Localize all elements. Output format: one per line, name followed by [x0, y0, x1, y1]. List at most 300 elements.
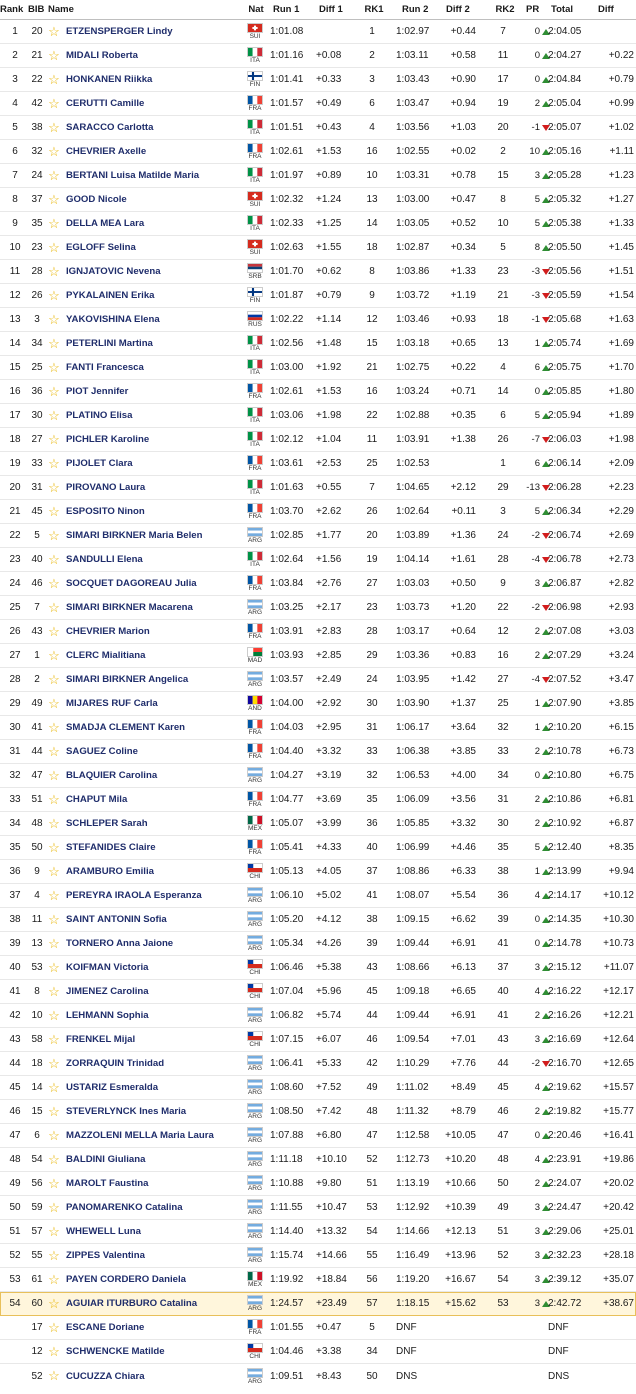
pr-cell [516, 884, 550, 907]
athlete-name-link[interactable]: CUCUZZA Chiara [66, 1370, 145, 1382]
diff-cell: +6.87 [608, 818, 634, 829]
result-row[interactable] [0, 788, 636, 812]
result-row[interactable] [0, 620, 636, 644]
result-row[interactable] [0, 332, 636, 356]
run1-cell: 1:02.63 [270, 242, 304, 253]
result-row[interactable] [0, 1148, 636, 1172]
star-icon[interactable]: ☆ [48, 119, 60, 135]
result-row[interactable] [0, 356, 636, 380]
result-row[interactable] [0, 284, 636, 308]
result-row[interactable] [0, 764, 636, 788]
flag-icon [247, 479, 263, 489]
star-icon[interactable]: ☆ [48, 791, 60, 807]
result-row[interactable] [0, 1340, 636, 1364]
header-rk1[interactable]: RK1 [364, 4, 384, 15]
athlete-name-link[interactable]: EGLOFF Selina [66, 242, 136, 253]
run1-cell: 1:02.64 [270, 554, 304, 565]
star-icon[interactable]: ☆ [48, 431, 60, 447]
athlete-name-link[interactable]: SOCQUET DAGOREAU Julia [66, 578, 197, 589]
athlete-name-link[interactable]: ESPOSITO Ninon [66, 506, 145, 517]
star-icon[interactable]: ☆ [48, 551, 60, 567]
pr-cell [516, 812, 550, 835]
result-row[interactable] [0, 476, 636, 500]
athlete-name-link[interactable]: BERTANI Luisa Matilde Maria [66, 170, 200, 181]
star-icon[interactable]: ☆ [48, 167, 60, 183]
total-cell: 2:07.29 [548, 650, 582, 661]
pr-cell [516, 164, 550, 187]
rank-cell: 33 [9, 794, 21, 805]
star-icon[interactable]: ☆ [48, 1271, 60, 1287]
star-icon[interactable]: ☆ [48, 335, 60, 351]
nation-cell [244, 1100, 266, 1123]
star-icon[interactable]: ☆ [48, 1031, 60, 1047]
result-row[interactable] [0, 1316, 636, 1340]
result-row[interactable] [0, 428, 636, 452]
rk1-cell: 1 [369, 26, 375, 37]
diff2-cell: +7.76 [450, 1058, 476, 1069]
result-row[interactable] [0, 140, 636, 164]
bib-cell: 6 [34, 1130, 40, 1141]
nation-cell [244, 596, 266, 619]
result-row[interactable] [0, 404, 636, 428]
athlete-name-link[interactable]: SARACCO Carlotta [66, 122, 154, 133]
star-icon[interactable]: ☆ [48, 407, 60, 423]
athlete-name-link[interactable]: PIOT Jennifer [66, 386, 129, 397]
athlete-name-link[interactable]: MIDALI Roberta [66, 50, 138, 61]
result-row[interactable] [0, 1268, 636, 1292]
result-row[interactable] [0, 380, 636, 404]
run2-cell: DNF [396, 1322, 417, 1333]
header-diff2[interactable]: Diff 2 [446, 4, 470, 15]
total-cell: 2:05.75 [548, 362, 582, 373]
star-icon[interactable]: ☆ [48, 1103, 60, 1119]
star-icon[interactable]: ☆ [48, 863, 60, 879]
athlete-name-link[interactable]: SCHLEPER Sarah [66, 818, 148, 829]
star-icon[interactable]: ☆ [48, 1007, 60, 1023]
bib-cell: 54 [31, 1154, 43, 1165]
nation-code: MAD [247, 657, 263, 664]
pr-value: 0 [534, 74, 540, 85]
header-rk2[interactable]: RK2 [495, 4, 515, 15]
diff-cell: +0.79 [608, 74, 634, 85]
star-icon[interactable]: ☆ [48, 527, 60, 543]
result-row[interactable] [0, 572, 636, 596]
result-row[interactable] [0, 1004, 636, 1028]
star-icon[interactable]: ☆ [48, 1368, 60, 1383]
run1-cell: 1:15.74 [270, 1250, 304, 1261]
rank-cell: 52 [9, 1250, 21, 1261]
star-icon[interactable]: ☆ [48, 47, 60, 63]
total-cell: 2:10.78 [548, 746, 582, 757]
result-row[interactable] [0, 716, 636, 740]
result-row[interactable] [0, 44, 636, 68]
header-diff1[interactable]: Diff 1 [319, 4, 343, 15]
star-icon[interactable]: ☆ [48, 1343, 60, 1359]
nation-code: ARG [247, 1017, 263, 1024]
pr-cell [516, 1340, 550, 1363]
star-icon[interactable]: ☆ [48, 359, 60, 375]
athlete-name-link[interactable]: SAINT ANTONIN Sofia [66, 914, 167, 925]
flag-icon [247, 407, 263, 417]
diff2-cell: +0.65 [450, 338, 476, 349]
diff1-cell: +3.99 [316, 818, 342, 829]
header-bib[interactable]: BIB [28, 4, 45, 15]
star-icon[interactable]: ☆ [48, 935, 60, 951]
result-row[interactable] [0, 812, 636, 836]
result-row[interactable] [0, 1100, 636, 1124]
bib-cell: 2 [34, 674, 40, 685]
pr-value: -1 [531, 122, 540, 133]
pr-value: 5 [534, 842, 540, 853]
total-cell: 2:10.92 [548, 818, 582, 829]
run1-cell: 1:02.32 [270, 194, 304, 205]
athlete-name-link[interactable]: MAZZOLENI MELLA Maria Laura [66, 1130, 214, 1141]
diff-cell: +1.69 [608, 338, 634, 349]
star-icon[interactable]: ☆ [48, 71, 60, 87]
athlete-name-link[interactable]: SANDULLI Elena [66, 554, 143, 565]
star-icon[interactable]: ☆ [48, 1199, 60, 1215]
athlete-name-link[interactable]: TORNERO Anna Jaione [66, 938, 174, 949]
pr-cell [516, 572, 550, 595]
pr-value: 0 [534, 914, 540, 925]
star-icon[interactable]: ☆ [48, 287, 60, 303]
pr-cell [516, 764, 550, 787]
diff-cell: +12.17 [603, 986, 634, 997]
flag-icon [247, 1295, 263, 1305]
result-row[interactable] [0, 596, 636, 620]
result-row[interactable] [0, 1364, 636, 1388]
athlete-name-link[interactable]: AGUIAR ITURBURO Catalina [66, 1298, 198, 1309]
star-icon[interactable]: ☆ [48, 695, 60, 711]
run1-cell: 1:03.06 [270, 410, 304, 421]
diff-cell: +2.29 [608, 506, 634, 517]
rank-cell: 50 [9, 1202, 21, 1213]
result-row[interactable] [0, 20, 636, 44]
pr-cell [516, 1004, 550, 1027]
pr-cell [516, 1316, 550, 1339]
athlete-name-link[interactable]: IGNJATOVIC Nevena [66, 266, 161, 277]
nation-cell [244, 164, 266, 187]
athlete-name-link[interactable]: BALDINI Giuliana [66, 1154, 146, 1165]
diff1-cell: +4.26 [316, 938, 342, 949]
star-icon[interactable]: ☆ [48, 959, 60, 975]
star-icon[interactable]: ☆ [48, 767, 60, 783]
flag-icon [247, 167, 263, 177]
rk1-cell: 18 [366, 242, 378, 253]
star-icon[interactable]: ☆ [48, 599, 60, 615]
athlete-name-link[interactable]: JIMENEZ Carolina [66, 986, 149, 997]
athlete-name-link[interactable]: SAGUEZ Coline [66, 746, 138, 757]
bib-cell: 35 [31, 218, 43, 229]
star-icon[interactable]: ☆ [48, 839, 60, 855]
result-row[interactable] [0, 164, 636, 188]
athlete-name-link[interactable]: CHEVRIER Marion [66, 626, 150, 637]
rank-cell: 45 [9, 1082, 21, 1093]
result-row[interactable] [0, 1292, 636, 1316]
rank-cell [6, 1364, 24, 1388]
star-icon[interactable]: ☆ [48, 143, 60, 159]
result-row[interactable] [0, 908, 636, 932]
athlete-name-link[interactable]: CHEVRIER Axelle [66, 146, 147, 157]
star-icon[interactable]: ☆ [48, 311, 60, 327]
nation-cell [244, 308, 266, 331]
result-row[interactable] [0, 236, 636, 260]
diff2-cell: +3.64 [450, 722, 476, 733]
athlete-name-link[interactable]: SIMARI BIRKNER Angelica [66, 674, 189, 685]
result-row[interactable] [0, 740, 636, 764]
result-row[interactable] [0, 692, 636, 716]
header-run1[interactable]: Run 1 [273, 4, 300, 15]
total-cell: 2:19.82 [548, 1106, 582, 1117]
athlete-name-link[interactable]: PLATINO Elisa [66, 410, 133, 421]
header-rank[interactable]: Rank [0, 4, 24, 15]
star-icon[interactable]: ☆ [48, 263, 60, 279]
result-row[interactable] [0, 500, 636, 524]
rk1-cell: 35 [366, 794, 378, 805]
result-row[interactable] [0, 524, 636, 548]
star-icon[interactable]: ☆ [48, 215, 60, 231]
star-icon[interactable]: ☆ [48, 743, 60, 759]
rk2-cell: 52 [497, 1250, 509, 1261]
result-row[interactable] [0, 668, 636, 692]
rk1-cell: 7 [369, 482, 375, 493]
header-name[interactable]: Name [48, 4, 74, 15]
diff-cell [588, 20, 634, 43]
bib-cell: 46 [31, 578, 43, 589]
run1-cell: 1:02.85 [270, 530, 304, 541]
pr-value: 2 [534, 1178, 540, 1189]
rank-cell: 26 [9, 626, 21, 637]
result-row[interactable] [0, 308, 636, 332]
athlete-name-link[interactable]: ZORRAQUIN Trinidad [66, 1058, 165, 1069]
athlete-name-link[interactable]: KOIFMAN Victoria [66, 962, 149, 973]
star-icon[interactable]: ☆ [48, 503, 60, 519]
total-cell: 2:39.12 [548, 1274, 582, 1285]
athlete-name-link[interactable]: PAYEN CORDERO Daniela [66, 1274, 186, 1285]
athlete-name-link[interactable]: WHEWELL Luna [66, 1226, 141, 1237]
athlete-name-link[interactable]: PIJOLET Clara [66, 458, 133, 469]
rk1-cell: 28 [366, 626, 378, 637]
diff1-cell: +8.43 [316, 1370, 342, 1382]
athlete-name-link[interactable]: DELLA MEA Lara [66, 218, 145, 229]
athlete-name-link[interactable]: FRENKEL Mijal [66, 1034, 136, 1045]
rank-cell: 51 [9, 1226, 21, 1237]
header-run2[interactable]: Run 2 [402, 4, 429, 15]
pr-cell [516, 452, 550, 475]
star-icon[interactable]: ☆ [48, 479, 60, 495]
pr-value: 5 [534, 194, 540, 205]
result-row[interactable] [0, 860, 636, 884]
flag-icon [247, 191, 263, 201]
pr-cell [516, 1124, 550, 1147]
athlete-name-link[interactable]: PIROVANO Laura [66, 482, 146, 493]
athlete-name-link[interactable]: HONKANEN Riikka [66, 74, 153, 85]
rk2-cell: 5 [500, 242, 506, 253]
star-icon[interactable]: ☆ [48, 1055, 60, 1071]
result-row[interactable] [0, 644, 636, 668]
result-row[interactable] [0, 548, 636, 572]
athlete-name-link[interactable]: PANOMARENKO Catalina [66, 1202, 183, 1213]
total-cell: 2:05.50 [548, 242, 582, 253]
star-icon[interactable]: ☆ [48, 719, 60, 735]
rk1-cell: 5 [369, 1322, 375, 1333]
rank-cell: 25 [9, 602, 21, 613]
result-row[interactable] [0, 1028, 636, 1052]
rk1-cell: 30 [366, 698, 378, 709]
athlete-name-link[interactable]: SCHWENCKE Matilde [66, 1346, 165, 1357]
result-row[interactable] [0, 92, 636, 116]
star-icon[interactable]: ☆ [48, 1151, 60, 1167]
run1-cell: 1:19.92 [270, 1274, 304, 1285]
bib-cell: 53 [31, 962, 43, 973]
result-row[interactable] [0, 116, 636, 140]
nation-cell [244, 572, 266, 595]
rk1-cell: 9 [369, 290, 375, 301]
result-row[interactable] [0, 188, 636, 212]
star-icon[interactable]: ☆ [48, 1175, 60, 1191]
star-icon[interactable]: ☆ [48, 1319, 60, 1335]
athlete-name-link[interactable]: YAKOVISHINA Elena [66, 314, 160, 325]
flag-icon [247, 1199, 263, 1209]
star-icon[interactable]: ☆ [48, 383, 60, 399]
nation-code: ITA [250, 561, 260, 568]
star-icon[interactable]: ☆ [48, 1295, 60, 1311]
star-icon[interactable]: ☆ [48, 1127, 60, 1143]
run1-cell: 1:08.50 [270, 1106, 304, 1117]
athlete-name-link[interactable]: CHAPUT Mila [66, 794, 128, 805]
pr-value: 1 [534, 698, 540, 709]
bib-cell: 21 [31, 50, 43, 61]
nation-cell [244, 1028, 266, 1051]
result-row[interactable] [0, 956, 636, 980]
athlete-name-link[interactable]: ARAMBURO Emilia [66, 866, 154, 877]
diff-cell: +1.98 [608, 434, 634, 445]
total-cell: DNF [548, 1322, 569, 1333]
athlete-name-link[interactable]: MIJARES RUF Carla [66, 698, 158, 709]
athlete-name-link[interactable]: STEVERLYNCK Ines Maria [66, 1106, 187, 1117]
diff-cell: +1.89 [608, 410, 634, 421]
rank-cell: 3 [12, 74, 18, 85]
athlete-name-link[interactable]: ETZENSPERGER Lindy [66, 26, 173, 37]
athlete-name-link[interactable]: FANTI Francesca [66, 362, 144, 373]
diff2-cell: +0.83 [450, 650, 476, 661]
athlete-name-link[interactable]: CLERC Mialitiana [66, 650, 146, 661]
star-icon[interactable]: ☆ [48, 191, 60, 207]
athlete-name-link[interactable]: PETERLINI Martina [66, 338, 153, 349]
athlete-name-link[interactable]: GOOD Nicole [66, 194, 127, 205]
diff2-cell: +1.19 [450, 290, 476, 301]
result-row[interactable] [0, 452, 636, 476]
star-icon[interactable]: ☆ [48, 983, 60, 999]
result-row[interactable] [0, 260, 636, 284]
athlete-name-link[interactable]: PEREYRA IRAOLA Esperanza [66, 890, 202, 901]
athlete-name-link[interactable]: ESCANE Doriane [66, 1322, 145, 1333]
athlete-name-link[interactable]: PICHLER Karoline [66, 434, 150, 445]
bib-cell: 45 [31, 506, 43, 517]
result-row[interactable] [0, 884, 636, 908]
athlete-name-link[interactable]: SIMARI BIRKNER Maria Belen [66, 530, 203, 541]
run1-cell: 1:03.93 [270, 650, 304, 661]
star-icon[interactable]: ☆ [48, 815, 60, 831]
athlete-name-link[interactable]: USTARIZ Esmeralda [66, 1082, 159, 1093]
pr-cell [516, 1148, 550, 1171]
header-nat[interactable]: Nat [248, 4, 264, 15]
header-pr[interactable]: PR [526, 4, 540, 15]
result-row[interactable] [0, 1172, 636, 1196]
result-row[interactable] [0, 1220, 636, 1244]
rank-cell: 43 [9, 1034, 21, 1045]
nation-code: SUI [249, 201, 261, 208]
result-row[interactable] [0, 932, 636, 956]
run2-cell: 1:02.53 [396, 458, 430, 469]
result-row[interactable] [0, 1196, 636, 1220]
header-total[interactable]: Total [551, 4, 573, 15]
athlete-name-link[interactable]: BLAQUIER Carolina [66, 770, 158, 781]
star-icon[interactable]: ☆ [48, 239, 60, 255]
star-icon[interactable]: ☆ [48, 1079, 60, 1095]
pr-value: 0 [534, 938, 540, 949]
run2-cell: 1:03.90 [396, 698, 430, 709]
athlete-name-link[interactable]: MAROLT Faustina [66, 1178, 149, 1189]
star-icon[interactable]: ☆ [48, 887, 60, 903]
athlete-name-link[interactable]: PYKALAINEN Erika [66, 290, 155, 301]
result-row[interactable] [0, 980, 636, 1004]
athlete-name-link[interactable]: LEHMANN Sophia [66, 1010, 149, 1021]
flag-icon [247, 767, 263, 777]
star-icon[interactable]: ☆ [48, 95, 60, 111]
result-row[interactable] [0, 1124, 636, 1148]
rk1-cell: 56 [366, 1274, 378, 1285]
flag-icon [247, 887, 263, 897]
result-row[interactable] [0, 212, 636, 236]
rk2-cell: 11 [497, 50, 509, 61]
star-icon[interactable]: ☆ [48, 623, 60, 639]
rank-cell: 13 [9, 314, 21, 325]
star-icon[interactable]: ☆ [48, 911, 60, 927]
bib-cell: 24 [31, 170, 43, 181]
nation-cell [244, 1196, 266, 1219]
star-icon[interactable]: ☆ [48, 455, 60, 471]
star-icon[interactable]: ☆ [48, 647, 60, 663]
star-icon[interactable]: ☆ [48, 575, 60, 591]
total-cell: 2:24.07 [548, 1178, 582, 1189]
athlete-name-link[interactable]: CERUTTI Camille [66, 98, 145, 109]
pr-value: 2 [534, 794, 540, 805]
diff-cell [588, 1340, 634, 1363]
diff-cell: +2.69 [608, 530, 634, 541]
diff2-cell: +10.20 [445, 1154, 476, 1165]
star-icon[interactable]: ☆ [48, 671, 60, 687]
total-cell: 2:16.22 [548, 986, 582, 997]
result-row[interactable] [0, 1076, 636, 1100]
pr-cell [516, 1076, 550, 1099]
result-row[interactable] [0, 1052, 636, 1076]
header-diff[interactable]: Diff [598, 4, 614, 15]
athlete-name-link[interactable]: SMADJA CLEMENT Karen [66, 722, 186, 733]
result-row[interactable] [0, 836, 636, 860]
athlete-name-link[interactable]: STEFANIDES Claire [66, 842, 156, 853]
diff2-cell: +0.52 [450, 218, 476, 229]
star-icon[interactable]: ☆ [48, 1247, 60, 1263]
flag-icon [247, 1368, 263, 1378]
star-icon[interactable]: ☆ [48, 1223, 60, 1239]
nation-cell [244, 44, 266, 67]
star-icon[interactable]: ☆ [48, 23, 60, 39]
athlete-name-link[interactable]: SIMARI BIRKNER Macarena [66, 602, 193, 613]
result-row[interactable] [0, 68, 636, 92]
athlete-name-link[interactable]: ZIPPES Valentina [66, 1250, 145, 1261]
result-row[interactable] [0, 1244, 636, 1268]
